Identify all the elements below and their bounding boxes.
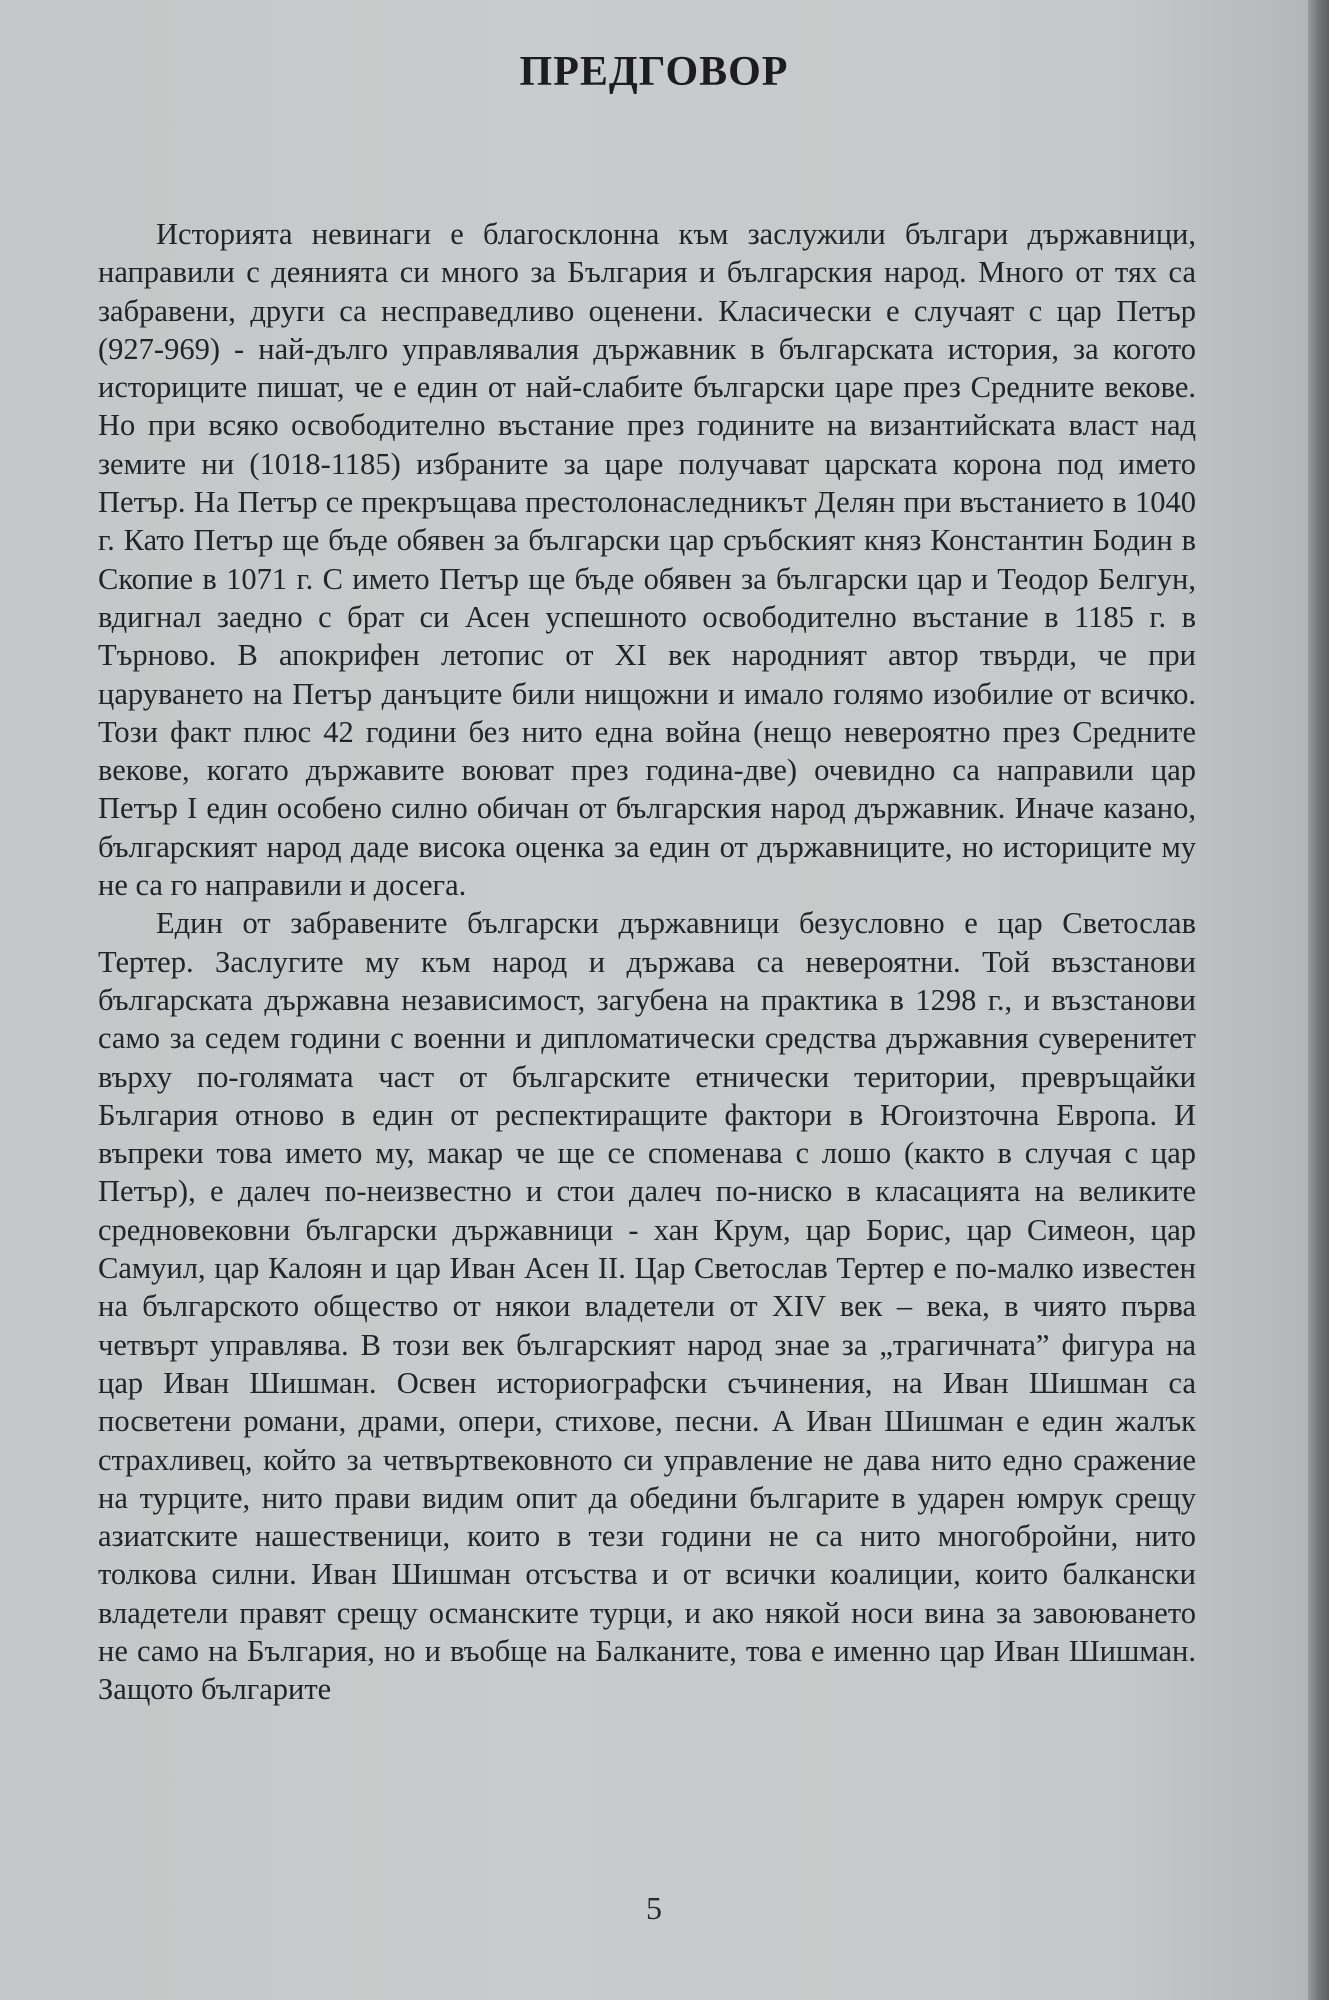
paragraph-1: Историята невинаги е благосклонна към заслужили българи държавници, направили с деянията си много за България и българския народ. Много от тях са забравени, други са несправедливо оценени. Класически е случаят с цар Петър (927-969) - най-дълго управлявалия държавник в българската история, за когото историците пишат, че е един от най-слабите български царе през Средните векове. Но при всяко освободително въстание през годините на византийската власт над земите ни (1018-1185) избраните за царе получават царската корона под името Петър. На Петър се прекръщава престолонаследникът Делян при въстанието в 1040 г. Като Петър ще бъде обявен за български цар сръбският княз Константин Бодин в Скопие в 1071 г. С името Петър ще бъде обявен за български цар и Теодор Белгун, вдигнал заедно с брат си Асен успешното освободително въстание в 1185 г. в Търново. В апокрифен летопис от XI век народният автор твърди, че при царуването на Петър данъците били нищожни и имало голямо изобилие от всичко. Този факт плюс 42 години без нито една война (нещо невероятно през Средните векове, когато държавите воюват през година-две) очевидно са направили цар Петър I един особено силно обичан от българския народ държавник. Иначе казано, българският народ даде висока оценка за един от държавниците, но историците му не са го направили и досега. bbox=[98, 217, 1196, 903]
paragraph-2: Един от забравените български държавници безусловно е цар Светослав Тертер. Заслугите му към народ и държава са невероятни. Той възстанови българската държавна независимост, загубена на практика в 1298 г., и възстанови само за седем години с военни и дипломатически средства държавния суверенитет върху по-голямата част от българските етнически територии, превръщайки България отново в един от респектиращите фактори в Югоизточна Европа. И въпреки това името му, макар че ще се споменава с лошо (както в случая с цар Петър), е далеч по-неизвестно и стои далеч по-ниско в класацията на великите средновековни български държавници - хан Крум, цар Борис, цар Симеон, цар Самуил, цар Калоян и цар Иван Асен II. Цар Светослав Тертер е по-малко известен на българското общество от някои владетели от XIV век – века, в чиято първа четвърт управлява. В този век българският народ знае за „трагичната” фигура на цар Иван Шишман. Освен историографски съчинения, на Иван Шишман са посветени романи, драми, опери, стихове, песни. А Иван Шишман е един жалък страхливец, който за четвъртвековното си управление не дава нито едно сражение на турците, нито прави видим опит да обедини българите в ударен юмрук срещу азиатските нашественици, които в тези години не са нито многобройни, нито толкова силни. Иван Шишман отсъства и от всички коалиции, които балкански владетели правят срещу османските турци, и ако някой носи вина за завоюването не само на България, но и въобще на Балканите, това е именно цар Иван Шишман. Защото българите bbox=[98, 906, 1196, 1707]
page-number: 5 bbox=[646, 1890, 662, 1926]
page-edge-shadow bbox=[1308, 0, 1329, 2000]
body-text bbox=[98, 215, 1196, 1709]
page-title: ПРЕДГОВОР bbox=[519, 49, 789, 95]
